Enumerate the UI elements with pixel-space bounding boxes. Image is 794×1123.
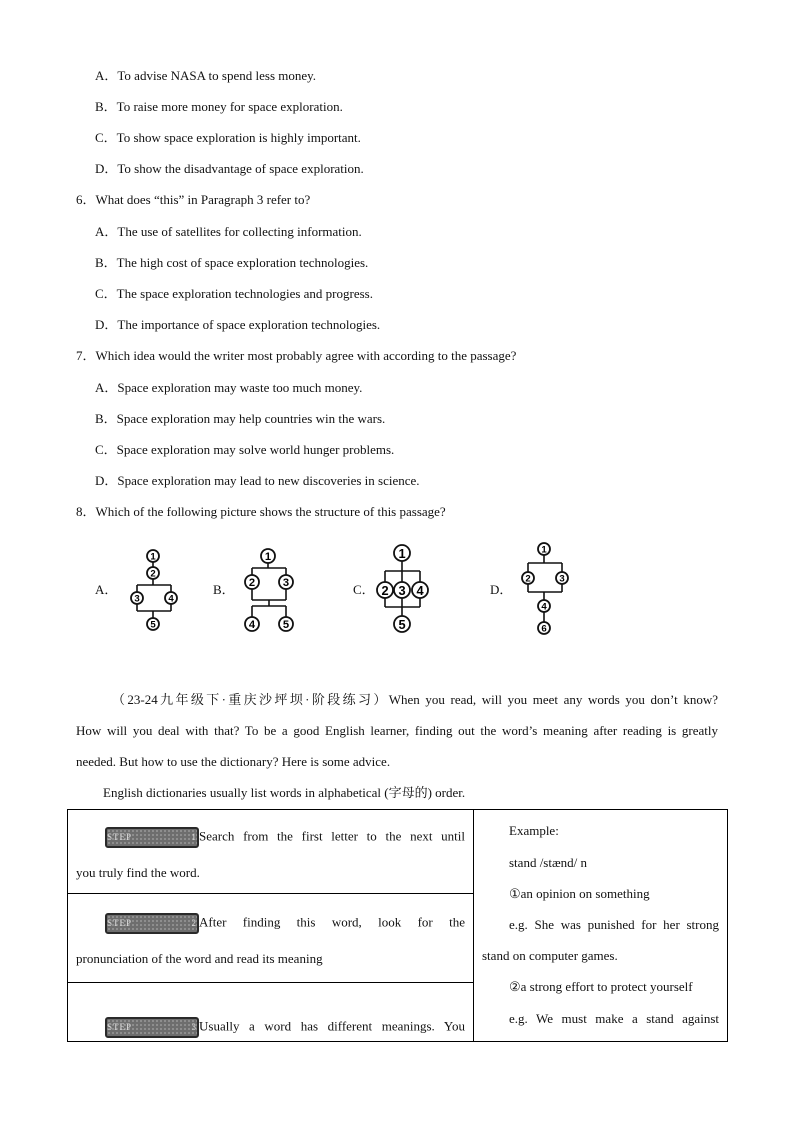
diagram-node-label: 3 [134, 593, 140, 605]
q6-question: 6．What does “this” in Paragraph 3 refer to? [76, 192, 311, 207]
structure-diagrams [0, 535, 794, 645]
q6-option-a: A．The use of satellites for collecting information. [95, 224, 362, 239]
diagram-label-c: C． [353, 582, 375, 597]
q6-option-b: B．The high cost of space exploration technologies. [95, 255, 369, 270]
example-eg2-line1: e.g. We must make a stand against [509, 1011, 719, 1026]
step-3-text-line1: Usually a word has different meanings. You [199, 1018, 465, 1034]
step-1-text-line1: Search from the first letter to the next until [199, 828, 465, 844]
example-eg1-line2: stand on computer games. [482, 948, 618, 963]
diagram-node-label: 2 [525, 573, 531, 585]
step-1-cell [68, 810, 474, 894]
example-cell [474, 810, 728, 1042]
diagram-node-label: 5 [282, 619, 290, 632]
step-3-badge: STEP 3 [105, 1017, 199, 1038]
q7-question: 7．Which idea would the writer most probably agree with according to the passage? [76, 348, 517, 363]
q5-option-c: C．To show space exploration is highly important. [95, 130, 361, 145]
q7-option-c: C．Space exploration may solve world hunger problems. [95, 442, 395, 457]
step-1-badge: STEP 1 [105, 827, 199, 848]
passage-intro: English dictionaries usually list words in alphabetical (字母的) order. [103, 785, 466, 800]
passage-line-2: How will you deal with that? To be a good English learner, finding out the word’s meaning after reading is greatly [76, 723, 718, 738]
diagram-node-label: 1 [264, 551, 272, 564]
diagram-node-label: 2 [248, 577, 256, 590]
diagram-node-label: 2 [150, 568, 156, 580]
example-title: Example: [509, 823, 559, 838]
example-headword: stand /stænd/ n [509, 855, 588, 870]
diagram-node-label: 5 [150, 619, 156, 631]
step-2-cell [68, 894, 474, 983]
q8-question: 8．Which of the following picture shows the structure of this passage? [76, 504, 446, 519]
diagram-label-a: A． [95, 582, 118, 597]
dictionary-steps-table [67, 809, 728, 1042]
example-sense-1: ①an opinion on something [509, 886, 650, 901]
diagram-a [131, 550, 177, 631]
q7-option-d: D．Space exploration may lead to new discoveries in science. [95, 473, 420, 488]
diagram-node-label: 3 [282, 577, 290, 590]
diagram-b [245, 549, 293, 631]
passage-line-1: （23-24九年级下·重庆沙坪坝·阶段练习）When you read, will you meet any words you don’t know? [112, 692, 718, 707]
diagram-node-label: 5 [398, 616, 406, 632]
diagram-node-label: 3 [398, 582, 406, 598]
diagram-node-label: 4 [168, 593, 174, 605]
step-1-text-line2: you truly find the word. [76, 865, 200, 880]
diagram-node-label: 1 [150, 551, 156, 563]
diagram-node-label: 4 [248, 619, 256, 632]
diagram-d [522, 543, 568, 635]
diagram-node-label: 2 [381, 582, 389, 598]
diagram-label-b: B． [213, 582, 235, 597]
q6-option-d: D．The importance of space exploration technologies. [95, 317, 381, 332]
example-eg1-line1: e.g. She was punished for her strong [509, 917, 719, 932]
q5-option-d: D．To show the disadvantage of space exploration. [95, 161, 364, 176]
step-2-badge: STEP 2 [105, 913, 199, 934]
q5-option-b: B．To raise more money for space exploration. [95, 99, 343, 114]
diagram-node-label: 1 [398, 545, 406, 561]
diagram-node-label: 3 [559, 573, 565, 585]
diagram-node-label: 4 [541, 601, 547, 613]
step-2-text-line1: After finding this word, look for the [199, 914, 465, 930]
passage-line-3: needed. But how to use the dictionary? Here is some advice. [76, 754, 391, 769]
q7-option-b: B．Space exploration may help countries win the wars. [95, 411, 386, 426]
q7-option-a: A．Space exploration may waste too much money. [95, 380, 363, 395]
q6-option-c: C．The space exploration technologies and progress. [95, 286, 373, 301]
diagram-node-label: 1 [541, 544, 547, 556]
step-3-cell [68, 983, 474, 1042]
diagram-c [377, 545, 428, 632]
diagram-node-label: 6 [541, 623, 547, 635]
diagram-node-label: 4 [416, 582, 424, 598]
diagram-label-d: D． [490, 582, 513, 597]
example-sense-2: ②a strong effort to protect yourself [509, 979, 693, 994]
step-2-text-line2: pronunciation of the word and read its meaning [76, 951, 323, 966]
q5-option-a: A．To advise NASA to spend less money. [95, 68, 317, 83]
